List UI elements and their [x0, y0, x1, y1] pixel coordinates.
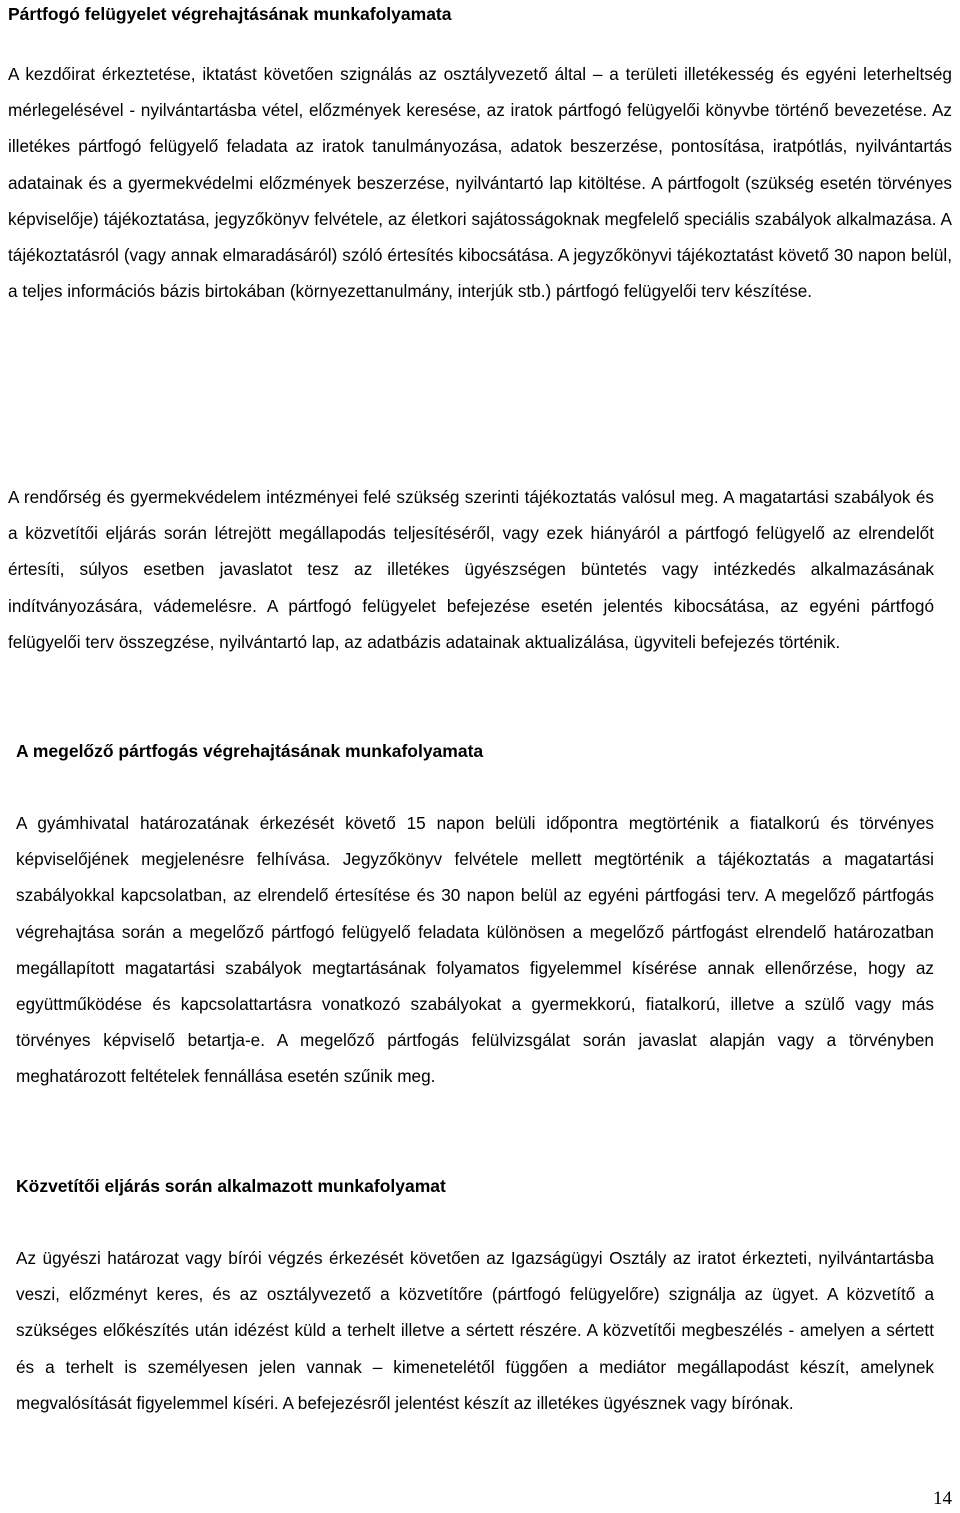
paragraph-partfogo-felugyelet-intro: A kezdőirat érkeztetése, iktatást követően szignálás az osztályvezető által – a területi illetékesség és egyéni leterheltség mérlegelésével - nyilvántartásba vétel, előzmények keresése, az iratok pártfogó felügyelői könyvbe történő bevezetése. Az illetékes pártfogó felügyelő feladata az iratok tanulmányozása, adatok beszerzése, pontosítása, iratpótlás, nyilvántartás adatainak és a gyermekvédelmi előzmények beszerzése, nyilvántartó lap kitöltése. A pártfogolt (szükség esetén törvényes képviselője) tájékoztatása, jegyzőkönyv felvétele, az életkori sajátosságoknak megfelelő speciális szabályok alkalmazása. A tájékoztatásról (vagy annak elmaradásáról) szóló értesítés kibocsátása. A jegyzőkönyvi tájékoztatást követő 30 napon belül, a teljes információs bázis birtokában (környezettanulmány, interjúk stb.) pártfogó felügyelői terv készítése.	[8, 64, 952, 302]
section-title-kozvetitoi-eljaras: Közvetítői eljárás során alkalmazott munkafolyamat	[16, 1176, 446, 1196]
page-number: 14	[933, 1488, 952, 1509]
section-title-megelozo-partfogas: A megelőző pártfogás végrehajtásának munkafolyamata	[16, 741, 484, 761]
paragraph-partfogo-felugyelet-tajekoztatas: A rendőrség és gyermekvédelem intézményei felé szükség szerinti tájékoztatás valósul meg. A magatartási szabályok és a közvetítői eljárás során létrejött megállapodás teljesítéséről, vagy ezek hiányáról a pártfogó felügyelő az elrendelőt értesíti, súlyos esetben javaslatot tesz az illetékes ügyészségen büntetés vagy intézkedés alkalmazásának indítványozására, vádemelésre. A pártfogó felügyelet befejezése esetén jelentés kibocsátása, az egyéni pártfogó felügyelői terv összegzése, nyilvántartó lap, az adatbázis adatainak aktualizálása, ügyviteli befejezés történik.	[8, 487, 934, 652]
paragraph-kozvetitoi-eljaras: Az ügyészi határozat vagy bírói végzés érkezését követően az Igazságügyi Osztály az iratot érkezteti, nyilvántartásba veszi, előzményt keres, és az osztályvezető a közvetítőre (pártfogó felügyelőre) szignálja az ügyet. A közvetítő a szükséges előkészítés után idézést küld a terhelt illetve a sértett részére. A közvetítői megbeszélés - amelyen a sértett és a terhelt is személyesen jelen vannak – kimenetelétől függően a mediátor megállapodást készít, amelynek megvalósítását figyelemmel kíséri. A befejezésről jelentést készít az illetékes ügyésznek vagy bírónak.	[16, 1248, 934, 1413]
paragraph-megelozo-partfogas: A gyámhivatal határozatának érkezését követő 15 napon belüli időpontra megtörténik a fiatalkorú és törvényes képviselőjének megjelenésre felhívása. Jegyzőkönyv felvétele mellett megtörténik a tájékoztatás a magatartási szabályokkal kapcsolatban, az elrendelő értesítése és 30 napon belül az egyéni pártfogási terv. A megelőző pártfogás végrehajtása során a megelőző pártfogó felügyelő feladata különösen a megelőző pártfogást elrendelő határozatban megállapított magatartási szabályok megtartásának folyamatos figyelemmel kísérése annak ellenőrzése, hogy az együttműködése és kapcsolattartásra vonatkozó szabályokat a gyermekkorú, fiatalkorú, illetve a szülő vagy más törvényes képviselő betartja-e. A megelőző pártfogás felülvizsgálat során javaslat alapján vagy a törvényben meghatározott feltételek fennállása esetén szűnik meg.	[16, 813, 934, 1087]
section-title-partfogo-felugyelet: Pártfogó felügyelet végrehajtásának munkafolyamata	[8, 4, 452, 24]
